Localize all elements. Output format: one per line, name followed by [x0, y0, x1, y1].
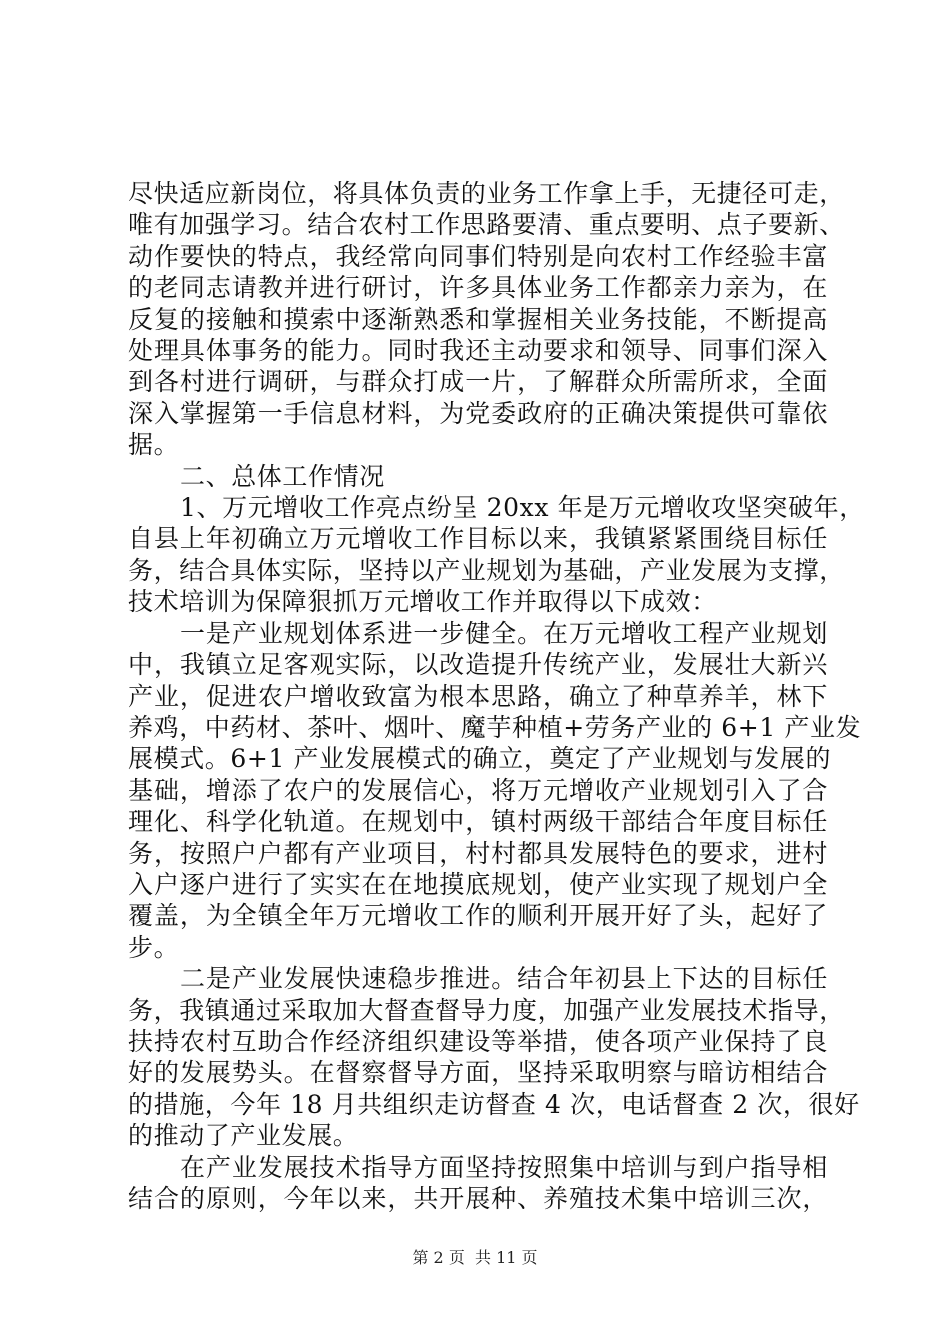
text-line: 入户逐户进行了实实在在地摸底规划，使产业实现了规划户全: [128, 869, 828, 899]
text-line: 1、万元增收工作亮点纷呈 20xx 年是万元增收攻坚突破年，: [180, 493, 865, 523]
text-line: 二是产业发展快速稳步推进。结合年初县上下达的目标任: [180, 964, 828, 994]
text-line: 覆盖，为全镇全年万元增收工作的顺利开展开好了头，起好了: [128, 901, 828, 931]
text-line: 唯有加强学习。结合农村工作思路要清、重点要明、点子要新、: [128, 210, 845, 240]
text-line: 中，我镇立足客观实际，以改造提升传统产业，发展壮大新兴: [128, 650, 828, 680]
text-line: 的措施，今年 18 月共组织走访督查 4 次，电话督查 2 次，很好: [128, 1089, 860, 1119]
text-line: 技术培训为保障狠抓万元增收工作并取得以下成效：: [128, 587, 717, 617]
text-line: 务，按照户户都有产业项目，村村都具发展特色的要求，进村: [128, 838, 828, 868]
text-line: 理化、科学化轨道。在规划中，镇村两级干部结合年度目标任: [128, 807, 828, 837]
text-line: 反复的接触和摸索中逐渐熟悉和掌握相关业务技能，不断提高: [128, 304, 828, 334]
text-line: 步。: [128, 932, 180, 962]
text-line: 尽快适应新岗位，将具体负责的业务工作拿上手，无捷径可走，: [128, 179, 845, 208]
text-line: 二、总体工作情况: [180, 461, 385, 491]
text-line: 产业，促进农户增收致富为根本思路，确立了种草养羊，林下: [128, 681, 828, 711]
text-line: 养鸡，中药材、茶叶、烟叶、魔芋种植+劳务产业的 6+1 产业发: [128, 712, 862, 742]
text-line: 基础，增添了农户的发展信心，将万元增收产业规划引入了合: [128, 775, 828, 805]
text-line: 结合的原则，今年以来，共开展种、养殖技术集中培训三次，: [128, 1184, 828, 1213]
text-line: 务，结合具体实际，坚持以产业规划为基础，产业发展为支撑，: [128, 555, 845, 585]
text-line: 务，我镇通过采取加大督查督导力度，加强产业发展技术指导，: [128, 995, 845, 1025]
text-line: 深入掌握第一手信息材料，为党委政府的正确决策提供可靠依: [128, 398, 828, 428]
text-line: 一是产业规划体系进一步健全。在万元增收工程产业规划: [180, 618, 828, 648]
text-line: 的老同志请教并进行研讨，许多具体业务工作都亲力亲为，在: [128, 273, 828, 303]
text-line: 据。: [128, 430, 180, 460]
document-body: [128, 178, 865, 1214]
text-line: 处理具体事务的能力。同时我还主动要求和领导、同事们深入: [128, 336, 828, 366]
text-line: 到各村进行调研，与群众打成一片，了解群众所需所求，全面: [128, 367, 828, 397]
text-line: 自县上年初确立万元增收工作目标以来，我镇紧紧围绕目标任: [128, 524, 828, 554]
text-line: 在产业发展技术指导方面坚持按照集中培训与到户指导相: [180, 1152, 828, 1182]
text-line: 扶持农村互助合作经济组织建设等举措，使各项产业保持了良: [128, 1026, 828, 1056]
text-line: 的推动了产业发展。: [128, 1121, 359, 1151]
page-footer: 第 2 页 共 11 页: [412, 1248, 538, 1267]
text-line: 动作要快的特点，我经常向同事们特别是向农村工作经验丰富: [128, 241, 828, 271]
text-line: 展模式。6+1 产业发展模式的确立，奠定了产业规划与发展的: [128, 744, 832, 774]
text-line: 好的发展势头。在督察督导方面，坚持采取明察与暗访相结合: [128, 1058, 828, 1088]
